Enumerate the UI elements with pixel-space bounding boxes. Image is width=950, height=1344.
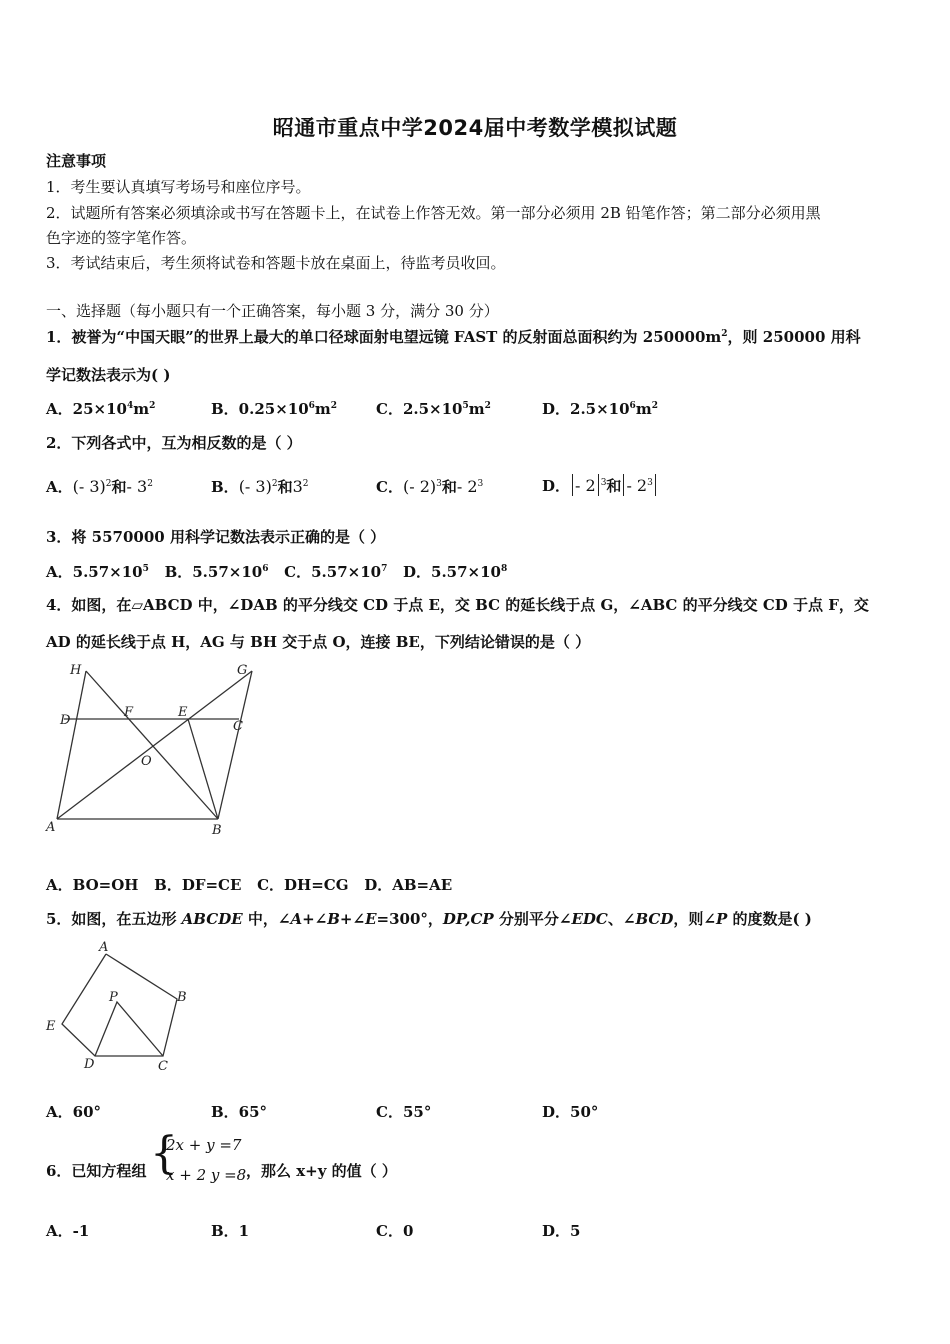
- q3-option-a[interactable]: A．$5.57\times 10^5$: [46, 563, 149, 581]
- q6-option-b[interactable]: B．1: [211, 1222, 250, 1240]
- label-e: E: [46, 1019, 56, 1034]
- notice-item-3: 3．考试结束后，考生须将试卷和答题卡放在桌面上，待监考员收回。: [46, 254, 506, 272]
- q4-stem-line2: AD 的延长线于点 H，AG 与 BH 交于点 O，连接 BE，下列结论错误的是（ ）: [46, 633, 591, 651]
- q1-stem-a: 1．被誉为“中国天眼”的世界上最大的单口径球面射电望远镜 FAST 的反射面总面积约为 250000m: [46, 328, 722, 346]
- q5-option-c[interactable]: C．55°: [376, 1103, 432, 1121]
- q4-option-a[interactable]: A．BO=OH: [46, 876, 139, 894]
- q4-option-b[interactable]: B．DF=CE: [154, 876, 242, 894]
- q3-option-b[interactable]: B．$5.57\times 10^6$: [164, 563, 269, 581]
- q5-option-d[interactable]: D．50°: [542, 1103, 599, 1121]
- notice-item-2-cont: 色字迹的签字笔作答。: [46, 229, 197, 247]
- notice-item-2: 2．试题所有答案必须填涂或书写在答题卡上，在试卷上作答无效。第一部分必须用 2B 铅笔作答；第二部分必须用黑: [46, 204, 821, 222]
- q5-option-b[interactable]: B．65°: [211, 1103, 268, 1121]
- q1-option-a[interactable]: A．$25\times 10^4m^2$: [46, 400, 156, 418]
- label-f: F: [124, 705, 134, 720]
- label-b: B: [212, 823, 222, 838]
- q3-option-c[interactable]: C．$5.57\times 10^7$: [284, 563, 388, 581]
- q1-stem-line1: [46, 326, 861, 347]
- q4-options: [46, 874, 452, 895]
- q6-option-a[interactable]: A．-1: [46, 1222, 90, 1240]
- label-b: B: [177, 990, 187, 1005]
- q6-option-c[interactable]: C．0: [376, 1222, 414, 1240]
- label-c: C: [158, 1059, 168, 1074]
- segment-ah: [57, 671, 86, 819]
- q2-option-c[interactable]: C．(- 2)$^3$和- $2^3$: [376, 477, 484, 496]
- label-h: H: [70, 663, 82, 678]
- label-d: D: [84, 1057, 95, 1072]
- q6-brace: {: [150, 1128, 178, 1179]
- q1-option-d[interactable]: D．$2.5\times 10^6m^2$: [542, 400, 658, 418]
- q1-option-b[interactable]: B．$0.25\times 10^6m^2$: [211, 400, 338, 418]
- q4-parallelogram-figure: [40, 655, 265, 845]
- segments-dp-pc: [95, 1002, 163, 1056]
- notice-item-1: 1．考生要认真填写考场号和座位序号。: [46, 178, 311, 196]
- label-a: A: [99, 940, 109, 955]
- q1-stem-b: ，则 250000 用科: [727, 328, 861, 346]
- label-d: D: [60, 713, 71, 728]
- q5-option-a[interactable]: A．60°: [46, 1103, 102, 1121]
- q2-option-a[interactable]: A．(- 3)$^2$和- $3^2$: [46, 477, 153, 496]
- q6-equation-2: x + 2 y =8: [166, 1166, 247, 1184]
- label-g: G: [237, 663, 248, 678]
- page-title: 昭通市重点中学2024届中考数学模拟试题: [272, 116, 678, 140]
- segment-be: [188, 719, 218, 819]
- q3-stem: 3．将 5570000 用科学记数法表示正确的是（ ）: [46, 528, 386, 546]
- section-heading: 一、选择题（每小题只有一个正确答案，每小题 3 分，满分 30 分）: [46, 302, 499, 320]
- q6-equation-1: 2x + y =7: [166, 1136, 242, 1154]
- label-e: E: [178, 705, 188, 720]
- q3-options: [46, 561, 507, 582]
- label-c: C: [233, 719, 243, 734]
- q6-prefix: 6．已知方程组: [46, 1162, 147, 1180]
- q4-option-d[interactable]: D．AB=AE: [364, 876, 453, 894]
- q5-stem: 5．如图，在五边形 ABCDE 中，∠A+∠B+∠E=300°，DP,CP 分别平分∠EDC、∠BCD，则∠P 的度数是( ): [46, 910, 812, 928]
- q6-option-d[interactable]: D．5: [542, 1222, 581, 1240]
- q1-stem-sup: 2: [721, 329, 728, 339]
- q2-option-d[interactable]: D． - 2 $^3$和 - $2^3$: [542, 474, 658, 496]
- label-o: O: [141, 754, 152, 769]
- q3-option-d[interactable]: D．$5.57\times 10^8$: [403, 563, 508, 581]
- q6-suffix: ，那么 x+y 的值（ ）: [246, 1162, 397, 1180]
- label-a: A: [46, 820, 56, 835]
- q1-stem-line2: 学记数法表示为( ): [46, 366, 171, 384]
- q1-option-c[interactable]: C．$2.5\times 10^5m^2$: [376, 400, 491, 418]
- label-p: P: [109, 990, 118, 1005]
- q4-option-c[interactable]: C．DH=CG: [257, 876, 349, 894]
- q5-pentagon-figure: [40, 935, 200, 1075]
- notice-heading: 注意事项: [46, 152, 107, 170]
- q4-stem-line1: 4．如图，在▱ABCD 中，∠DAB 的平分线交 CD 于点 E，交 BC 的延长线于点 G，∠ABC 的平分线交 CD 于点 F，交: [46, 596, 869, 614]
- q2-stem: 2．下列各式中，互为相反数的是（ ）: [46, 434, 302, 452]
- segment-bh: [86, 671, 218, 819]
- q2-option-b[interactable]: B．(- 3)$^2$和$3^2$: [211, 477, 309, 496]
